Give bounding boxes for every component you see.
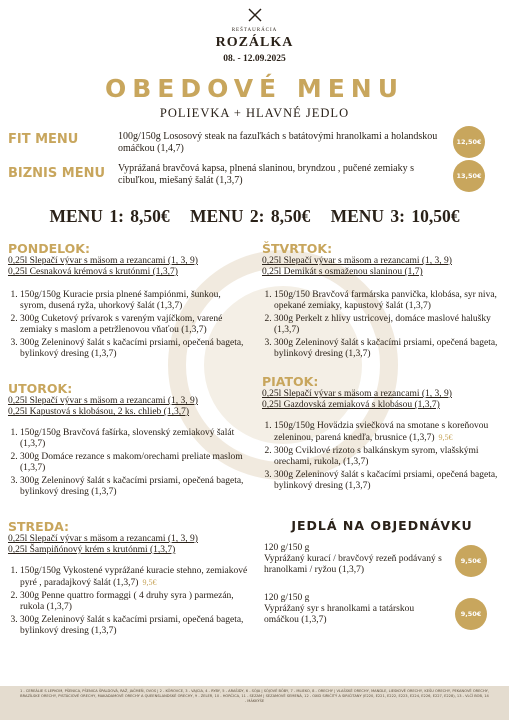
restaurant-kicker: REŠTAURÁCIA (231, 28, 278, 33)
page-title: OBEDOVÉ MENU (104, 74, 405, 103)
order-item (264, 593, 444, 626)
fit-menu-text: 100g/150g Lososový steak na fazuľkách s batátovými hranolkami a holandskou omáčkou (1,4,7) (118, 131, 438, 154)
day-title: PONDELOK: (8, 241, 90, 256)
biznis-menu-label: BIZNIS MENU (8, 166, 106, 181)
soup-item: 0,25l Demikát s osmaženou slaninou (1,7) (262, 267, 423, 277)
day-section-pondelok (8, 241, 248, 362)
day-section-streda (8, 519, 248, 639)
day-section-piatok (262, 374, 502, 494)
page-subtitle: POLIEVKA + HLAVNÉ JEDLO (159, 106, 350, 120)
menu-3-price: MENU 3: 10,50€ (330, 206, 460, 226)
meal-item: 1. 150g/150g Kuracie prsia plnené šampiónmi, šunkou, syrom, dusená ryža, uhorkový šalát (1,3,7) (20, 290, 248, 312)
meal-item: 3. 300g Zeleninový šalát s kačacími prsiami, opečená bageta, bylinkový dresing (1,3,7) (20, 615, 248, 637)
soup-item: 0,25l Slepačí vývar s mäsom a rezancami (1, 3, 9) (262, 389, 452, 399)
meal-item: 2. 300g Perkelt z hlivy ustricovej, domáce maslové halušky (1,3,7) (274, 314, 502, 336)
soup-item: 0,25l Slepačí vývar s mäsom a rezancami (1, 3, 9) (8, 256, 198, 266)
order-item-weight: 120 g/150 g (264, 593, 310, 603)
soup-item: 0,25l Cesnaková krémová s krutónmi (1,3,7) (8, 267, 178, 277)
order-item-text: Vyprážaný kurací / bravčový rezeň podávaný s hranolkami / ryžou (1,3,7) (264, 554, 442, 575)
meal-list (262, 290, 502, 360)
meal-list (8, 290, 248, 360)
meal-item: 3. 300g Zeleninový šalát s kačacími prsiami, opečená bageta, bylinkový dresing (1,3,7) (274, 470, 502, 492)
meal-item: 1. 150g/150g Bravčová fašírka, slovenský zemiakový šalát (1,3,7) (20, 428, 248, 450)
meal-item: 2. 300g Penne quattro formaggi ( 4 druhy syra ) parmezán, rukola (1,3,7) (20, 591, 248, 613)
meal-item (20, 566, 248, 589)
menu-1-price: MENU 1: 8,50€ (49, 206, 170, 226)
biznis-menu-text: Vyprážaná bravčová kapsa, plnená slaninou, bryndzou , pučené zemiaky s cibuľkou, miešaný šalát (1,3,7) (118, 163, 415, 186)
restaurant-name: ROZÁLKA (215, 35, 294, 50)
meal-item (274, 421, 502, 444)
order-item-price-badge: 9,50€ (455, 598, 487, 630)
meal-price: 9,5€ (438, 433, 453, 442)
soup-item: 0,25l Gazdovská zemiaková s klobásou (1,3,7) (262, 400, 440, 410)
day-title: STREDA: (8, 519, 69, 534)
fit-menu-label: FIT MENU (8, 132, 79, 147)
meal-price: 9,5€ (142, 578, 157, 587)
meal-item: 3. 300g Zeleninový šalát s kačacími prsiami, opečená bageta, bylinkový dresing (1,3,7) (274, 338, 502, 360)
menu-dates: 08. - 12.09.2025 (223, 54, 286, 64)
meal-text: 150g/150g Hovädzia sviečková na smotane s koreňovou zeleninou, parená knedľa, brusnice (1,3,7) (274, 421, 489, 443)
allergen-footer: 1 - CEREÁLIE S LEPKOM, PŠENICA, PŠENICA ŠPALDOVÁ, RAŽ, JAČMEŇ, OVOS | 2 - KÔROVCE, 3 - VAJCIA, 4 - RYBY, 5 - ARAŠIDY, 6 - SÓJA | SÓJOVÉ BÔBY, 7 - MLIEKO, 8 - ORECHY | VLAŠSKÉ ORECHY, MANDLE, LIESKOVÉ ORECHY, KEŠU ORECHY, PEKANOVÉ ORECHY, BRAZÍLSKE ORECHY, PISTÁCIOVÉ ORECHY, MAKADAMOVÉ ORECHY A QUEENSLANDSKÉ ORECHY, 9 - ZELER, 10 - HORČICA, 11 - SEZAM | SEZAMOVÉ SEMENÁ, 12 - OXID SIRIČITÝ A SIRIČITANY (E220, E221, E222, E223, E224, E226, E227, E228), 13 - VLČÍ BOB, 14 - MÄKKÝŠE (0, 686, 509, 720)
meal-item: 2. 300g Domáce rezance s makom/orechami preliate maslom (1,3,7) (20, 452, 248, 474)
soup-item: 0,25l Slepačí vývar s mäsom a rezancami (1, 3, 9) (8, 396, 198, 406)
meal-list (8, 566, 248, 637)
day-title: ŠTVRTOK: (262, 241, 333, 256)
order-item-price-badge: 9,50€ (455, 545, 487, 577)
soup-item: 0,25l Šampiňónový krém s krutónmi (1,3,7) (8, 545, 176, 555)
order-section-title: JEDLÁ NA OBJEDNÁVKU (291, 518, 473, 533)
meal-item: 1. 150g/150 Bravčová farmárska panvička, klobása, syr niva, opekané zemiaky, kapustový šalát (1,3,7) (274, 290, 502, 312)
biznis-menu-price-badge: 13,50€ (453, 160, 485, 192)
menu-2-price: MENU 2: 8,50€ (190, 206, 311, 226)
day-section-stvrtok (262, 241, 502, 362)
meal-item: 3. 300g Zeleninový šalát s kačacími prsiami, opečená bageta, bylinkový dresing (1,3,7) (20, 338, 248, 360)
day-section-utorok (8, 381, 248, 500)
order-item-weight: 120 g/150 g (264, 543, 310, 553)
soup-item: 0,25l Slepačí vývar s mäsom a rezancami (1, 3, 9) (262, 256, 452, 266)
soup-item: 0,25l Kapustová s klobásou, 2 ks. chlieb (1,3,7) (8, 407, 190, 417)
soup-item: 0,25l Slepačí vývar s mäsom a rezancami (1, 3, 9) (8, 534, 198, 544)
order-item (264, 543, 444, 576)
day-title: PIATOK: (262, 374, 319, 389)
meal-item: 2. 300g Cviklové rizoto s balkánskym syrom, vlašskými orechami, rukola, (1,3,7) (274, 446, 502, 468)
fit-menu-price-badge: 12,50€ (453, 126, 485, 158)
meal-item: 3. 300g Zeleninový šalát s kačacími prsiami, opečená bageta, bylinkový dresing (1,3,7) (20, 476, 248, 498)
meal-list (262, 421, 502, 492)
menu-prices-row (0, 206, 509, 227)
meal-item: 2. 300g Cuketový prívarok s vareným vajíčkom, varené zemiaky s maslom a petržlenovou vňaťou (1,3,7) (20, 314, 248, 336)
cutlery-icon (245, 8, 265, 22)
meal-list (8, 428, 248, 498)
meal-text: 150g/150g Vykostené vyprážané kuracie stehno, zemiakové pyré , paradajkový šalát (1,3,7) (20, 566, 248, 588)
day-title: UTOROK: (8, 381, 73, 396)
order-item-text: Vyprážaný syr s hranolkami a tatárskou omáčkou (1,3,7) (264, 604, 415, 625)
